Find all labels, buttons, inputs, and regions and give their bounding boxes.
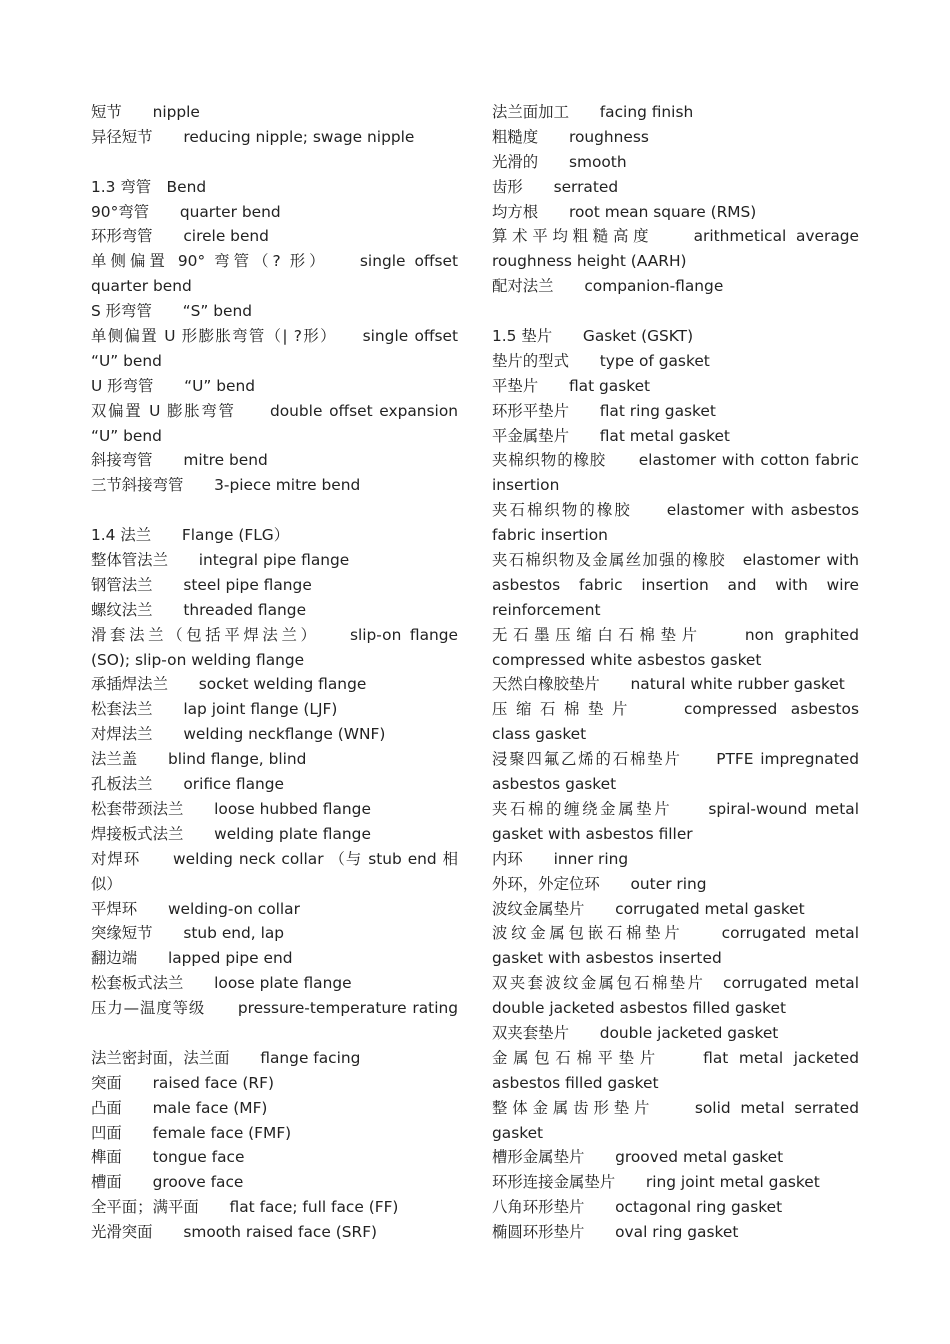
glossary-line: 双夹套波纹金属包石棉垫片 corrugated metal (492, 974, 859, 993)
glossary-line: 滑套法兰（包括平焊法兰） slip-on flange (91, 625, 458, 644)
glossary-line: 内环 inner ring (492, 849, 629, 868)
glossary-line: 单侧偏置 U 形膨胀弯管（| ?形） single offset (91, 327, 458, 346)
glossary-line: 异径短节 reducing nipple; swage nipple (91, 127, 415, 146)
glossary-line: 对焊环 welding neck collar （与 stub end 相 (91, 849, 458, 868)
glossary-line: 法兰面加工 facing finish (492, 103, 694, 121)
glossary-line: quarter bend (91, 277, 192, 296)
glossary-line: 波纹金属包嵌石棉垫片 corrugated metal (492, 924, 859, 943)
glossary-line: double jacketed asbestos filled gasket (492, 999, 787, 1018)
glossary-line: roughness height (AARH) (492, 252, 687, 271)
glossary-line: 光滑的 smooth (492, 152, 627, 171)
glossary-line: 齿形 serrated (492, 177, 619, 196)
glossary-line: 凹面 female face (FMF) (91, 1123, 292, 1142)
glossary-line: 单侧偏置 90° 弯管（? 形） single offset (91, 252, 458, 271)
glossary-line: 螺纹法兰 threaded flange (91, 600, 307, 619)
glossary-line: S 形弯管 “S” bend (91, 302, 252, 321)
glossary-line: compressed white asbestos gasket (492, 650, 762, 669)
glossary-line: 环形弯管 cirele bend (91, 227, 269, 246)
glossary-line: 夹石棉织物的橡胶 elastomer with asbestos (492, 501, 859, 520)
glossary-line: 浸聚四氟乙烯的石棉垫片 PTFE impregnated (492, 750, 859, 769)
glossary-line: gasket (492, 1123, 544, 1142)
glossary-line: 配对法兰 companion-flange (492, 277, 724, 296)
glossary-line: gasket with asbestos filler (492, 824, 693, 843)
glossary-line: class gasket (492, 725, 587, 744)
glossary-line: “U” bend (91, 351, 162, 370)
glossary-line: 凸面 male face (MF) (91, 1098, 268, 1117)
glossary-line: 双偏置 U 膨胀弯管 double offset expansion (91, 401, 458, 420)
glossary-line: 八角环形垫片 octagonal ring gasket (492, 1198, 783, 1217)
right-column (492, 100, 859, 1245)
glossary-line: 环形平垫片 flat ring gasket (492, 401, 716, 420)
glossary-line: 焊接板式法兰 welding plate flange (91, 824, 371, 843)
glossary-line: 夹石棉织物及金属丝加强的橡胶 elastomer with (492, 551, 859, 570)
blank-line (91, 1021, 458, 1046)
glossary-line: 金属包石棉平垫片 flat metal jacketed (492, 1048, 859, 1067)
glossary-line: 似） (91, 874, 122, 893)
blank-line (91, 498, 458, 523)
glossary-line: U 形弯管 “U” bend (91, 376, 255, 395)
glossary-line: 压力—温度等级 pressure-temperature rating (91, 999, 458, 1018)
glossary-line: 突缘短节 stub end, lap (91, 924, 285, 943)
glossary-line: 法兰密封面，法兰面 flange facing (91, 1048, 361, 1067)
glossary-line: 松套板式法兰 loose plate flange (91, 974, 352, 993)
glossary-line: gasket with asbestos inserted (492, 949, 722, 968)
section-heading: 1.4 法兰 Flange (FLG） (91, 526, 290, 545)
glossary-line: 整体金属齿形垫片 solid metal serrated (492, 1098, 859, 1117)
section-heading: 1.5 垫片 Gasket (GSKT) (492, 327, 694, 346)
glossary-line: 法兰盖 blind flange, blind (91, 750, 307, 769)
blank-line (492, 299, 859, 324)
glossary-line: 全平面；满平面 flat face; full face (FF) (91, 1198, 399, 1217)
glossary-line: 外环，外定位环 outer ring (492, 874, 707, 893)
glossary-line: 90°弯管 quarter bend (91, 202, 281, 221)
glossary-line: 斜接弯管 mitre bend (91, 451, 268, 470)
glossary-line: “U” bend (91, 426, 162, 445)
glossary-line: insertion (492, 476, 560, 495)
glossary-line: 椭圆环形垫片 oval ring gasket (492, 1223, 739, 1242)
left-column (91, 100, 458, 1245)
glossary-line: 双夹套垫片 double jacketed gasket (492, 1023, 779, 1042)
glossary-line: reinforcement (492, 600, 601, 619)
glossary-line: 三节斜接弯管 3-piece mitre bend (91, 476, 361, 495)
glossary-line: 平垫片 flat gasket (492, 376, 651, 395)
glossary-line: 整体管法兰 integral pipe flange (91, 551, 350, 570)
glossary-line: 天然白橡胶垫片 natural white rubber gasket (492, 675, 845, 694)
glossary-line: fabric insertion (492, 526, 608, 545)
glossary-line: 夹石棉的缠绕金属垫片 spiral-wound metal (492, 799, 859, 818)
glossary-line: 对焊法兰 welding neckflange (WNF) (91, 725, 386, 744)
glossary-line: 无石墨压缩白石棉垫片 non graphited (492, 625, 859, 644)
glossary-line: 槽面 groove face (91, 1173, 244, 1192)
glossary-line: 平金属垫片 flat metal gasket (492, 426, 730, 445)
glossary-line: 垫片的型式 type of gasket (492, 351, 710, 370)
glossary-line: 压缩石棉垫片 compressed asbestos (492, 700, 859, 719)
glossary-line: asbestos fabric insertion and with wire (492, 575, 859, 594)
glossary-line: 夹棉织物的橡胶 elastomer with cotton fabric (492, 451, 859, 470)
glossary-line: asbestos filled gasket (492, 1073, 659, 1092)
glossary-line: 短节 nipple (91, 103, 200, 121)
glossary-line: 槽形金属垫片 grooved metal gasket (492, 1148, 784, 1167)
glossary-line: asbestos gasket (492, 775, 617, 794)
glossary-line: 光滑突面 smooth raised face (SRF) (91, 1223, 378, 1242)
glossary-line: 平焊环 welding-on collar (91, 899, 300, 918)
glossary-line: 粗糙度 roughness (492, 127, 649, 146)
glossary-line: 突面 raised face (RF) (91, 1073, 274, 1092)
glossary-line: 算术平均粗糙高度 arithmetical average (492, 227, 859, 246)
glossary-line: 均方根 root mean square (RMS) (492, 202, 757, 221)
glossary-line: 环形连接金属垫片 ring joint metal gasket (492, 1173, 820, 1192)
glossary-line: 翻边端 lapped pipe end (91, 949, 293, 968)
glossary-line: 松套法兰 lap joint flange (LJF) (91, 700, 338, 719)
glossary-line: 孔板法兰 orifice flange (91, 775, 284, 794)
glossary-line: 承插焊法兰 socket welding flange (91, 675, 367, 694)
glossary-line: 波纹金属垫片 corrugated metal gasket (492, 899, 805, 918)
blank-line (91, 150, 458, 175)
section-heading: 1.3 弯管 Bend (91, 177, 207, 196)
glossary-line: 钢管法兰 steel pipe flange (91, 575, 312, 594)
glossary-line: 松套带颈法兰 loose hubbed flange (91, 799, 371, 818)
glossary-line: 榫面 tongue face (91, 1148, 245, 1167)
glossary-line: (SO); slip-on welding flange (91, 650, 305, 669)
